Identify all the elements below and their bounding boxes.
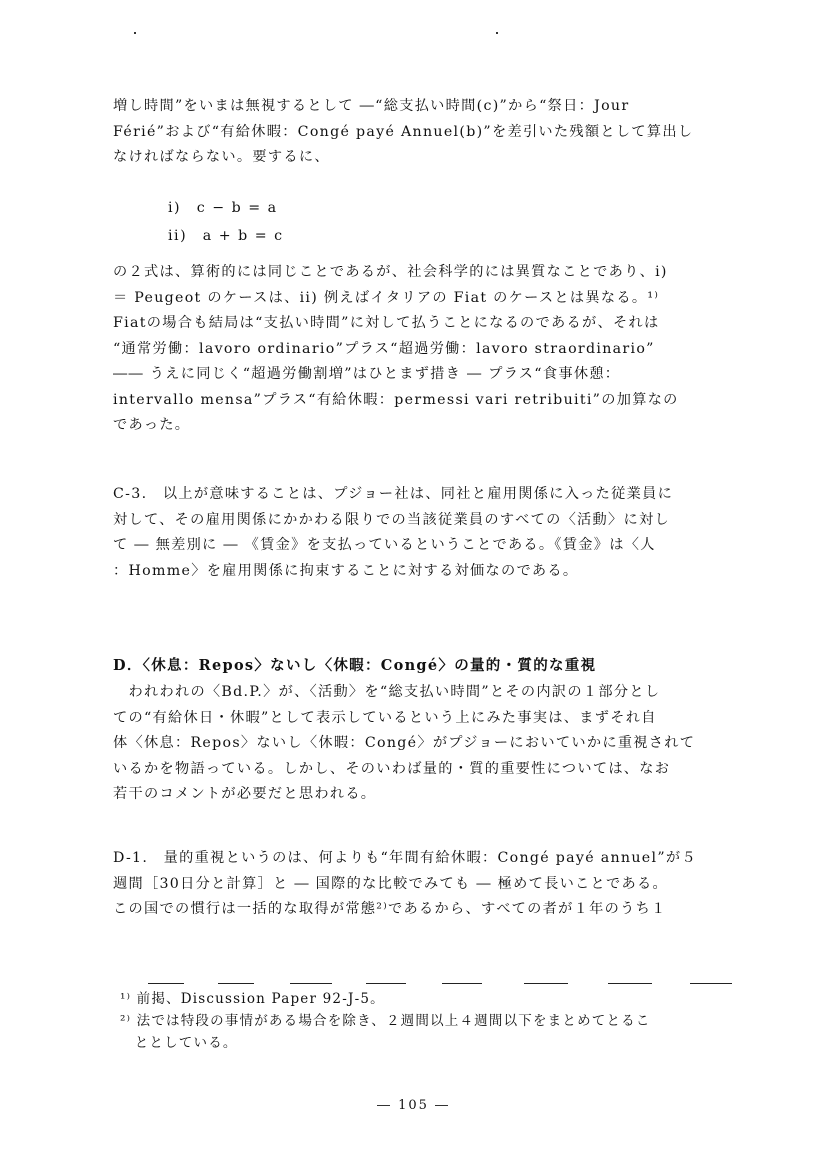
- footnote-separator: [366, 983, 406, 984]
- formula-ii: ii) a + b = c: [168, 228, 284, 244]
- footnote-separator: [442, 983, 482, 984]
- footnote-separator: [290, 983, 332, 984]
- paragraph-d1: [113, 846, 753, 923]
- text-line: Férié”および“有給休暇：Congé payé Annuel(b)”を差引いた残額として算出し: [113, 123, 694, 140]
- formula-list: [168, 194, 284, 250]
- text-line: なければならない。要するに、: [113, 149, 330, 165]
- text-line: Fiatの場合も結局は“支払い時間”に対して払うことになるのであるが、それは: [113, 315, 660, 331]
- footnote-separator: [218, 983, 254, 984]
- formula-i: i) c − b = a: [168, 200, 278, 216]
- page-number: ― 105 ―: [376, 1098, 451, 1113]
- footnote-1: ¹⁾ 前掲、Discussion Paper 92-J-5。: [120, 991, 385, 1007]
- footnote-separator: [148, 983, 184, 984]
- footnote-2: ²⁾ 法では特段の事情がある場合を除き、２週間以上４週間以下をまとめてとるこ: [120, 1013, 651, 1029]
- footnote-separator: [690, 983, 732, 984]
- text-line: D-1. 量的重視というのは、何よりも“年間有給休暇：Congé payé annuel”が５: [113, 850, 697, 866]
- scan-mark: [134, 32, 136, 34]
- text-line: 増し時間”をいまは無視するとして ―“総支払い時間(c)”から“祭日：Jour: [113, 98, 630, 114]
- text-line: ―― うえに同じく“超過労働割増”はひとまず措き ― プラス“食事休憩：: [113, 366, 621, 382]
- text-line: の２式は、算術的には同じことであるが、社会科学的には異質なことであり、i): [113, 264, 668, 280]
- text-line: 週間［30日分と計算］と ― 国際的な比較でみても ― 極めて長いことである。: [113, 875, 668, 892]
- text-line: て ― 無差別に ― 《賃金》を支払っているということである。《賃金》は〈人: [113, 537, 656, 553]
- scan-mark: [496, 32, 498, 34]
- text-line: この国での慣行は一括的な取得が常態²⁾であるから、すべての者が１年のうち１: [113, 901, 667, 917]
- footnote-2-cont: ととしている。: [120, 1035, 238, 1051]
- text-line: intervallo mensa”プラス“有給休暇：permessi vari retribuiti”の加算なの: [113, 391, 679, 408]
- text-line: “通常労働：lavoro ordinario”プラス“超過労働：lavoro straordinario”: [113, 340, 655, 357]
- paragraph-d: [113, 680, 753, 808]
- text-line: いるかを物語っている。しかし、そのいわば量的・質的重要性については、なお: [113, 760, 671, 777]
- text-line: ての“有給休日・休暇”として表示しているという上にみた事実は、まずそれ自: [113, 709, 657, 726]
- text-line: であった。: [113, 417, 191, 433]
- footnote-separator: [524, 983, 568, 984]
- paragraph-2: [113, 260, 753, 439]
- text-line: C-3. 以上が意味することは、プジョー社は、同社と雇用関係に入った従業員に: [113, 486, 674, 502]
- paragraph-c3: [113, 482, 753, 584]
- section-heading-d: D．〈休息：Repos〉ないし〈休暇：Congé〉の量的・質的な重視: [113, 657, 597, 674]
- text-line: 体〈休息：Repos〉ないし〈休暇：Congé〉がプジョーにおいていかに重視されて: [113, 735, 696, 751]
- paragraph-1: [113, 94, 753, 171]
- text-line: われわれの〈Bd.P.〉が、〈活動〉を“総支払い時間”とその内訳の１部分とし: [113, 684, 661, 700]
- footnotes: [120, 988, 651, 1054]
- text-line: ：Homme〉を雇用関係に拘束することに対する対価なのである。: [113, 562, 579, 579]
- text-line: ＝ Peugeot のケースは、ii) 例えばイタリアの Fiat のケースとは異なる。¹⁾: [113, 289, 660, 306]
- text-line: 若干のコメントが必要だと思われる。: [113, 786, 377, 802]
- footnote-separator: [608, 983, 652, 984]
- text-line: 対して、その雇用関係にかかわる限りでの当該従業員のすべての〈活動〉に対し: [113, 511, 670, 528]
